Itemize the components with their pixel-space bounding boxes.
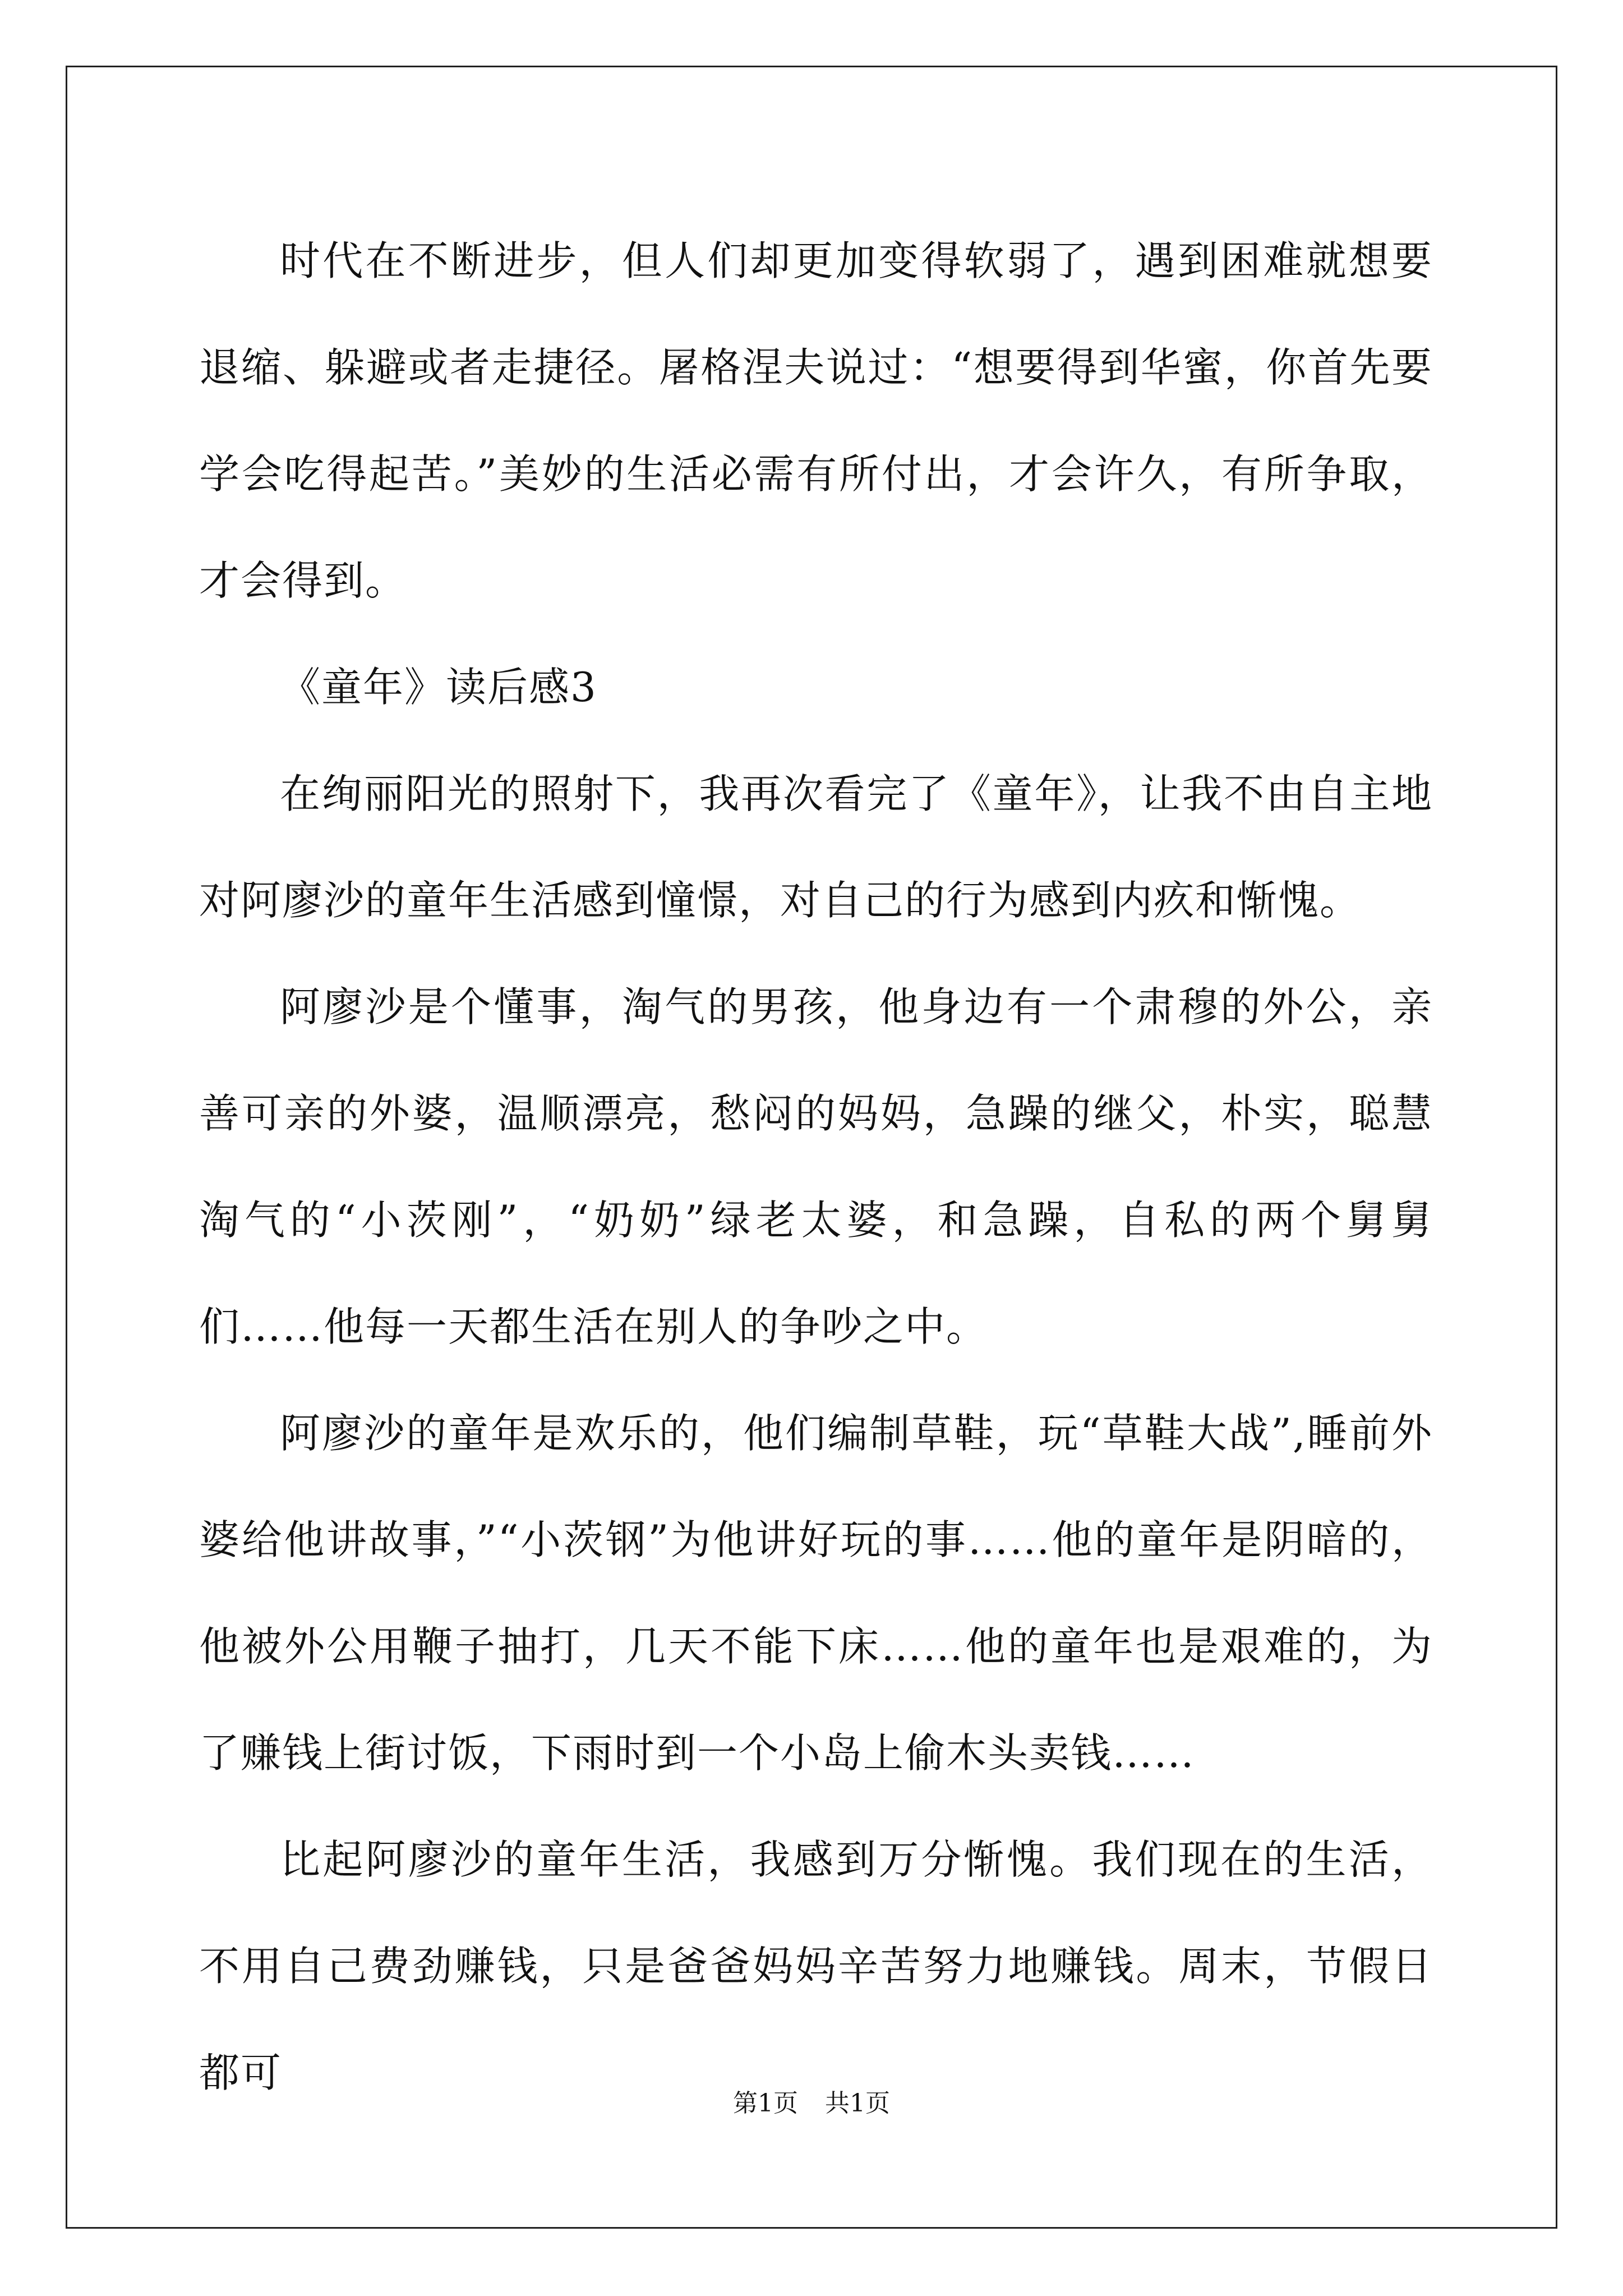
section-heading: 《童年》读后感3 — [280, 664, 597, 711]
paragraph-reading-opening: 在绚丽阳光的照射下，我再次看完了《童年》，让我不由自主地对阿廖沙的童年生活感到憧憬，对自己的行为感到内疚和惭愧。 — [199, 770, 1433, 924]
page-footer — [0, 2087, 1623, 2120]
page-number: 第1页 — [733, 2089, 798, 2118]
paragraph-comparison: 比起阿廖沙的童年生活，我感到万分惭愧。我们现在的生活，不用自己费劲赚钱，只是爸爸妈妈辛苦努力地赚钱。周末，节假日都可 — [199, 1836, 1433, 2096]
page-total: 共1页 — [825, 2089, 890, 2118]
paragraph-intro-conclusion: 时代在不断进步，但人们却更加变得软弱了，遇到困难就想要退缩、躲避或者走捷径。屠格涅夫说过：“想要得到华蜜，你首先要学会吃得起苦。”美妙的生活必需有所付出，才会许久，有所争取，才会得到。 — [199, 237, 1433, 604]
document-body — [199, 208, 1433, 2126]
paragraph-childhood-events: 阿廖沙的童年是欢乐的，他们编制草鞋，玩“草鞋大战”,睡前外婆给他讲故事，”“小茨钢”为他讲好玩的事……他的童年是阴暗的，他被外公用鞭子抽打，几天不能下床……他的童年也是艰难的，为了赚钱上街讨饭，下雨时到一个小岛上偷木头卖钱…… — [199, 1410, 1433, 1777]
paragraph-characters: 阿廖沙是个懂事，淘气的男孩，他身边有一个肃穆的外公，亲善可亲的外婆，温顺漂亮，愁闷的妈妈，急躁的继父，朴实，聪慧淘气的“小茨刚”，“奶奶”绿老太婆，和急躁，自私的两个舅舅们……他每一天都生活在别人的争吵之中。 — [199, 983, 1433, 1350]
